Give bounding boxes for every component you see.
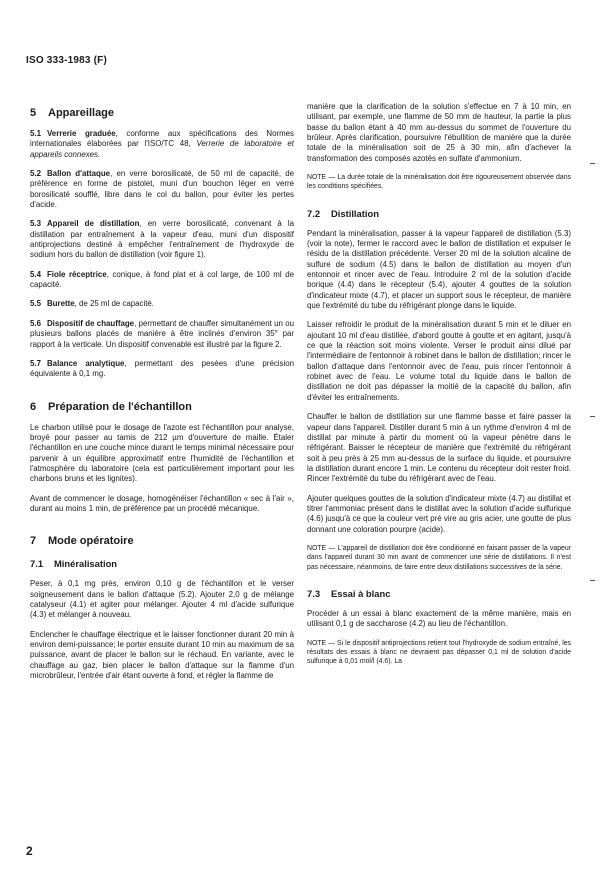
- revision-mark: [590, 580, 595, 581]
- section-7-2-paragraph-4: Ajouter quelques gouttes de la solution d'indicateur mixte (4.7) au distillat et titrer l'ammoniac présent dans le distillat avec la solution d'acide sulfurique (4.6) jusqu'à ce que la couleur vert pré vire au gris acier, une goutte de plus donnant une coloration pourpre (acide).: [307, 493, 571, 534]
- clause-5-6: 5.6 Dispositif de chauffage, permettant de chauffer simultanément un ou plusieurs ballons placés de manière à être inclinés d'environ 35° par rapport à la verticale. Un dispositif convenable est illustré par la figure 2.: [30, 318, 294, 349]
- section-7-1-paragraph-2: Enclencher le chauffage électrique et le laisser fonctionner durant 20 min à environ demi-puissance; le porter ensuite durant 10 min au maximum de sa puissance, avant de placer le ballon sur le réchaud. En variante, avec le chauffage au gaz, bien placer le ballon d'attaque sur la flamme d'un microbrûleur, l'entrée d'air étant ouverte à fond, et régler la flamme de: [30, 629, 294, 681]
- clause-5-2: 5.2 Ballon d'attaque, en verre borosilicaté, de 50 ml de capacité, de préférence en forme de pistolet, muni d'un bouchon léger en verre borosilicaté soufflé, libre dans le col du ballon, pour éviter les pertes d'acide.: [30, 169, 294, 210]
- section-6-paragraph-1: Le charbon utilisé pour le dosage de l'azote est l'échantillon pour analyse, broyé pour passer au tamis de 212 µm d'ouverture de maille. Étaler l'échantillon en une couche mince durant le temps minimal nécessaire pour parvenir à un équilibre approximatif entre l'humidité de l'échantillon et l'atmosphère du laboratoire (cela est particulièrement important pour les charbons bruns et les lignites).: [30, 422, 294, 484]
- section-7-1-heading: 7.1 Minéralisation: [30, 558, 118, 570]
- section-7-3-paragraph-1: Procéder à un essai à blanc exactement de la même manière, mais en utilisant 0,1 g de saccharose (4.2) au lieu de l'échantillon.: [307, 608, 571, 629]
- page-number: 2: [26, 844, 33, 858]
- section-7-3-note: NOTE — Si le dispositif antiprojections retient tout l'hydroxyde de sodium entraîné, les résultats des essais à blanc ne devraient pas dépasser 0,1 ml de solution d'acide sulfurique à 0,01 mol/l (4.6). La: [307, 639, 571, 666]
- revision-mark: [590, 163, 595, 164]
- section-7-2-paragraph-3: Chauffer le ballon de distillation sur une flamme basse et faire passer la vapeur dans l'appareil. Distiller durant 5 min à un rythme d'environ 4 ml de distillat par minute à partir du moment où la vapeur pénètre dans le réfrigérant. Baisser le récepteur de manière que l'extrémité du réfrigérant soit à peu près à 25 mm au-dessus de la surface du liquide, et poursuivre la distillation durant encore 1 min. Le contenu du récepteur doit rester froid. Rincer l'extrémité du tube du réfrigérant avec de l'eau.: [307, 412, 571, 484]
- clause-5-4: 5.4 Fiole réceptrice, conique, à fond plat et à col large, de 100 ml de capacité.: [30, 269, 294, 290]
- document-header: ISO 333-1983 (F): [26, 55, 108, 66]
- section-6-paragraph-2: Avant de commencer le dosage, homogénéiser l'échantillon « sec à l'air », durant au moins 1 min, de préférence par un procédé mécanique.: [30, 493, 294, 513]
- section-6-heading: 6 Préparation de l'échantillon: [30, 400, 192, 413]
- clause-5-1: 5.1 Verrerie graduée, conforme aux spécifications des Normes internationales élaborées par l'ISO/TC 48, Verrerie de laboratoire et appareils connexes.: [30, 129, 294, 159]
- section-7-2-paragraph-1: Pendant la minéralisation, passer à la vapeur l'appareil de distillation (5.3) (voir la note), fermer le raccord avec le ballon de distillation et expulser le résidu de la distillation précédente. Verser 20 ml de la solution alcaline de sulfure de sodium (4.5) dans le ballon de distillation au moyen d'un entonnoir et rincer avec de l'eau. Introduire 2 ml de la solution d'acide borique (4.4) dans le récepteur (5.4), ajouter 4 gouttes de la solution d'indicateur mixte (4.7), et placer un support sous le récepteur, de manière que l'extrémité du tube du réfrigérant plonge dans le liquide.: [307, 228, 571, 311]
- clause-5-7: 5.7 Balance analytique, permettant des pesées d'une précision équivalente à 0,1 mg.: [30, 358, 295, 379]
- section-7-2-paragraph-2: Laisser refroidir le produit de la minéralisation durant 5 min et le diluer en ajoutant 10 ml d'eau distillée, d'abord goutte à goutte et en agitant, jusqu'à ce que la réaction soit moins violente. Verser le produit ainsi dilué par l'intermédiaire de l'entonnoir à robinet dans le ballon de distillation; rincer le ballon d'attaque dans l'entonnoir avec de l'eau, puis rincer l'entonnoir à robinet avec de l'eau. Le volume total du liquide dans le ballon de distillation ne doit pas dépasser la moitié de la capacité du ballon, afin d'éviter les entraînements.: [307, 320, 571, 402]
- left-column: [30, 106, 294, 681]
- section-7-2-heading: 7.2 Distillation: [307, 207, 379, 219]
- section-7-2-note: NOTE — L'appareil de distillation doit être conditionné en faisant passer de la vapeur dans l'appareil durant 30 min avant de commencer une série de distillations. Il n'est pas nécessaire, néanmoins, de faire entre deux distillations successives de la série.: [307, 544, 571, 571]
- clause-5-5: 5.5 Burette, de 25 ml de capacité.: [30, 299, 155, 309]
- section-7-3-heading: 7.3 Essai à blanc: [307, 587, 391, 599]
- clause-5-3: 5.3 Appareil de distillation, en verre borosilicaté, convenant à la distillation par entraînement à la vapeur d'eau, muni d'un dispositif antiprojections destiné à empêcher l'entraînement de l'hydroxyde de sodium hors du ballon de distillation (voir figure 1).: [30, 219, 294, 260]
- section-5-heading: 5 Appareillage: [30, 107, 115, 119]
- revision-mark: [590, 416, 595, 417]
- section-7-heading: 7 Mode opératoire: [30, 535, 134, 548]
- section-7-1-paragraph-1: Peser, à 0,1 mg près, environ 0,10 g de l'échantillon et le verser soigneusement dans le ballon d'attaque (5.2). Ajouter 2,0 g de mélange catalyseur (4.1) et agiter pour mélanger. Ajouter 4 ml d'acide sulfurique (4.3) et mélanger à nouveau.: [30, 579, 294, 620]
- section-7-1-paragraph-3: manière que la clarification de la solution s'effectue en 7 à 10 min, en utilisant, par exemple, une flamme de 50 mm de hauteur, la partie la plus basse du ballon étant à 40 mm au-dessus du sommet de l'ouverture du brûleur. Après clarification, poursuivre l'ébullition de manière que la durée totale de la minéralisation soit de 25 à 30 min, afin d'achever la transformation des composés azotés en sulfate d'ammonium.: [307, 102, 571, 163]
- section-7-1-note: NOTE — La durée totale de la minéralisation doit être rigoureusement observée dans les conditions spécifiées.: [307, 174, 571, 191]
- right-column: [307, 102, 571, 666]
